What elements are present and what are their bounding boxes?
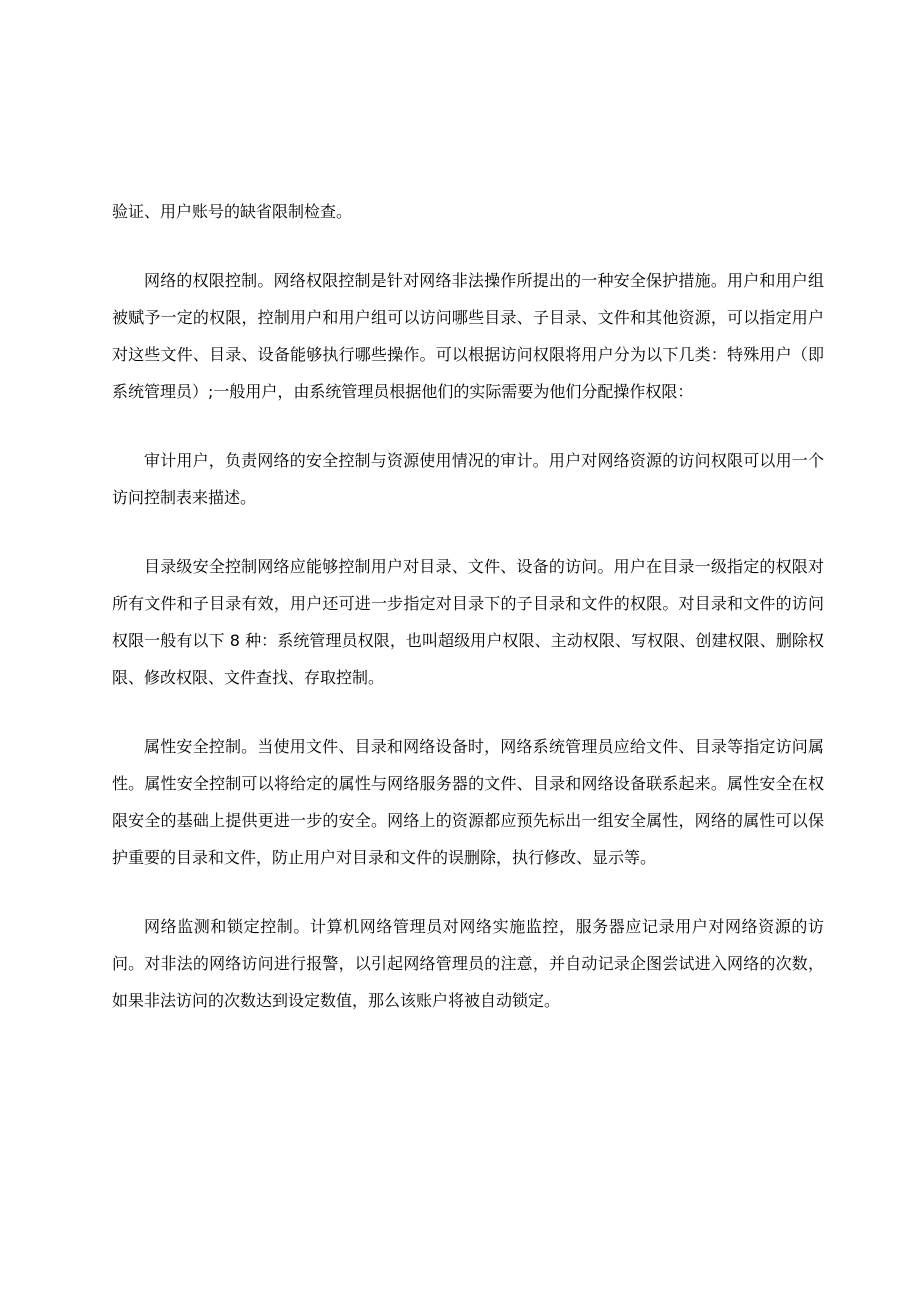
paragraph-spacer xyxy=(112,410,824,442)
paragraph-spacer xyxy=(112,876,824,908)
paragraph-continuation: 验证、用户账号的缺省限制检查。 xyxy=(112,202,353,221)
paragraph-monitoring-lock: 网络监测和锁定控制。计算机网络管理员对网络实施监控，服务器应记录用户对网络资源的访问。对非法的网络访问进行报警，以引起网络管理员的注意，并自动记录企图尝试进入网络的次数，如果非法访问的次数达到设定数值，那么该账户将被自动锁定。 xyxy=(112,917,824,1010)
paragraph-spacer xyxy=(112,696,824,728)
paragraph-attribute-security: 属性安全控制。当使用文件、目录和网络设备时，网络系统管理员应给文件、目录等指定访问属性。属性安全控制可以将给定的属性与网络服务器的文件、目录和网络设备联系起来。属性安全在权限安全的基础上提供更进一步的安全。网络上的资源都应预先标出一组安全属性，网络的属性可以保护重要的目录和文件，防止用户对目录和文件的误删除，执行修改、显示等。 xyxy=(112,737,824,867)
paragraph-audit-user: 审计用户，负责网络的安全控制与资源使用情况的审计。用户对网络资源的访问权限可以用一个访问控制表来描述。 xyxy=(112,451,824,507)
paragraph-directory-security: 目录级安全控制网络应能够控制用户对目录、文件、设备的访问。用户在目录一级指定的权限对所有文件和子目录有效，用户还可进一步指定对目录下的子目录和文件的权限。对目录和文件的访问权限一般有以下 8 种：系统管理员权限，也叫超级用户权限、主动权限、写权限、创建权限、删除权限、修改权限、文件查找、存取控制。 xyxy=(112,557,824,687)
paragraph-spacer xyxy=(112,516,824,548)
paragraph-spacer xyxy=(112,230,824,262)
paragraph-access-control: 网络的权限控制。网络权限控制是针对网络非法操作所提出的一种安全保护措施。用户和用户组被赋予一定的权限，控制用户和用户组可以访问哪些目录、子目录、文件和其他资源，可以指定用户对这些文件、目录、设备能够执行哪些操作。可以根据访问权限将用户分为以下几类：特殊用户（即系统管理员）;一般用户，由系统管理员根据他们的实际需要为他们分配操作权限： xyxy=(112,271,824,401)
document-body xyxy=(112,193,824,1019)
